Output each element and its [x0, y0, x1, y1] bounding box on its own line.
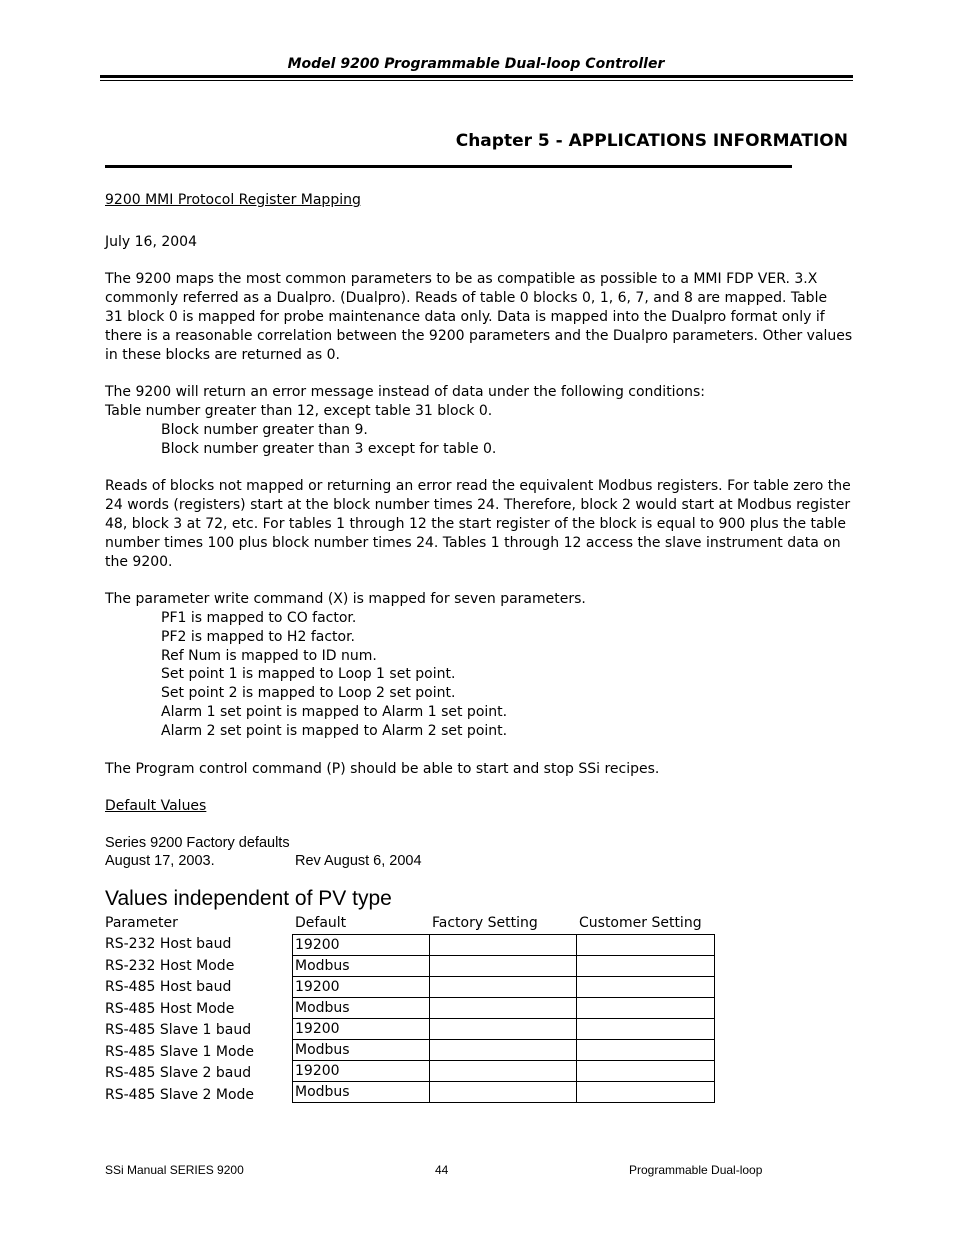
- error-intro: The 9200 will return an error message instead of data under the following conditions:: [105, 384, 706, 400]
- reads-line: number times 100 plus block number times 24. Tables 1 through 12 access the slave instrument data on: [105, 535, 841, 551]
- table-row: [293, 1082, 715, 1103]
- section-title: Values independent of PV type: [105, 887, 392, 910]
- write-mapping: Alarm 2 set point is mapped to Alarm 2 set point.: [161, 723, 508, 739]
- intro-line: The 9200 maps the most common parameters to be as compatible as possible to a MMI FDP VER. 3.X: [105, 271, 818, 287]
- footer-page-number: 44: [435, 1163, 449, 1177]
- customer-setting-cell[interactable]: [577, 1040, 715, 1061]
- table-row: [293, 1061, 715, 1082]
- customer-setting-cell[interactable]: [577, 1019, 715, 1040]
- customer-setting-cell[interactable]: [577, 998, 715, 1019]
- default-cell: 19200: [293, 935, 430, 956]
- write-mapping: PF1 is mapped to CO factor.: [161, 610, 357, 626]
- table-row: [293, 998, 715, 1019]
- row-label: RS-232 Host baud: [105, 936, 232, 952]
- factory-setting-cell[interactable]: [430, 1040, 577, 1061]
- intro-line: there is a reasonable correlation between the 9200 parameters and the Dualpro parameters. Other values: [105, 328, 853, 344]
- row-label: RS-485 Host baud: [105, 979, 232, 995]
- header-rule-thin: [100, 80, 853, 81]
- protocol-heading: 9200 MMI Protocol Register Mapping: [105, 192, 361, 208]
- write-mapping: Ref Num is mapped to ID num.: [161, 648, 377, 664]
- defaults-date-left: August 17, 2003.: [105, 853, 215, 869]
- table-row: [293, 1040, 715, 1061]
- default-cell: 19200: [293, 1019, 430, 1040]
- write-intro: The parameter write command (X) is mapped for seven parameters.: [105, 591, 586, 607]
- row-label: RS-485 Slave 2 baud: [105, 1065, 252, 1081]
- intro-line: 31 block 0 is mapped for probe maintenance data only. Data is mapped into the Dualpro format only if: [105, 309, 825, 325]
- column-header-default: Default: [295, 915, 347, 931]
- row-label: RS-232 Host Mode: [105, 958, 235, 974]
- customer-setting-cell[interactable]: [577, 1082, 715, 1103]
- default-cell: 19200: [293, 977, 430, 998]
- factory-setting-cell[interactable]: [430, 998, 577, 1019]
- default-cell: Modbus: [293, 1040, 430, 1061]
- running-header: Model 9200 Programmable Dual-loop Controller: [287, 56, 665, 72]
- intro-line: commonly referred as a Dualpro. (Dualpro). Reads of table 0 blocks 0, 1, 6, 7, and 8 are mapped. Table: [105, 290, 828, 306]
- chapter-title: Chapter 5 - APPLICATIONS INFORMATION: [455, 131, 848, 151]
- default-cell: Modbus: [293, 956, 430, 977]
- customer-setting-cell[interactable]: [577, 935, 715, 956]
- write-mapping: Set point 1 is mapped to Loop 1 set point.: [161, 666, 456, 682]
- footer-right: Programmable Dual-loop: [629, 1163, 763, 1177]
- protocol-date: July 16, 2004: [105, 234, 197, 250]
- factory-setting-cell[interactable]: [430, 1061, 577, 1082]
- customer-setting-cell[interactable]: [577, 1061, 715, 1082]
- footer-left: SSi Manual SERIES 9200: [105, 1163, 244, 1177]
- factory-defaults-line: Series 9200 Factory defaults: [105, 835, 290, 851]
- row-label: RS-485 Slave 2 Mode: [105, 1087, 255, 1103]
- customer-setting-cell[interactable]: [577, 956, 715, 977]
- write-mapping: Alarm 1 set point is mapped to Alarm 1 set point.: [161, 704, 508, 720]
- default-cell: Modbus: [293, 1082, 430, 1103]
- factory-setting-cell[interactable]: [430, 977, 577, 998]
- defaults-heading: Default Values: [105, 798, 207, 814]
- customer-setting-cell[interactable]: [577, 977, 715, 998]
- column-header-customer: Customer Setting: [579, 915, 702, 931]
- reads-line: 24 words (registers) start at the block number times 24. Therefore, block 2 would start at Modbus register: [105, 497, 851, 513]
- defaults-table: [292, 934, 715, 1103]
- row-label: RS-485 Slave 1 Mode: [105, 1044, 255, 1060]
- table-row: [293, 977, 715, 998]
- program-control: The Program control command (P) should be able to start and stop SSi recipes.: [105, 761, 660, 777]
- error-condition: Block number greater than 9.: [161, 422, 368, 438]
- table-row: [293, 956, 715, 977]
- column-header-factory: Factory Setting: [432, 915, 538, 931]
- intro-line: in these blocks are returned as 0.: [105, 347, 340, 363]
- defaults-date-right: Rev August 6, 2004: [295, 853, 422, 869]
- default-cell: 19200: [293, 1061, 430, 1082]
- table-row: [293, 935, 715, 956]
- error-condition: Block number greater than 3 except for table 0.: [161, 441, 497, 457]
- write-mapping: Set point 2 is mapped to Loop 2 set point.: [161, 685, 456, 701]
- factory-setting-cell[interactable]: [430, 956, 577, 977]
- header-rule-thick: [100, 75, 853, 78]
- row-label: RS-485 Host Mode: [105, 1001, 235, 1017]
- reads-line: Reads of blocks not mapped or returning an error read the equivalent Modbus registers. For table zero the: [105, 478, 851, 494]
- row-label: RS-485 Slave 1 baud: [105, 1022, 252, 1038]
- reads-line: 48, block 3 at 72, etc. For tables 1 through 12 the start register of the block is equal to 900 plus the table: [105, 516, 846, 532]
- factory-setting-cell[interactable]: [430, 1082, 577, 1103]
- default-cell: Modbus: [293, 998, 430, 1019]
- chapter-rule: [105, 165, 792, 168]
- table-row: [293, 1019, 715, 1040]
- column-header-parameter: Parameter: [105, 915, 178, 931]
- reads-line: the 9200.: [105, 554, 173, 570]
- write-mapping: PF2 is mapped to H2 factor.: [161, 629, 355, 645]
- error-condition: Table number greater than 12, except table 31 block 0.: [105, 403, 493, 419]
- factory-setting-cell[interactable]: [430, 1019, 577, 1040]
- factory-setting-cell[interactable]: [430, 935, 577, 956]
